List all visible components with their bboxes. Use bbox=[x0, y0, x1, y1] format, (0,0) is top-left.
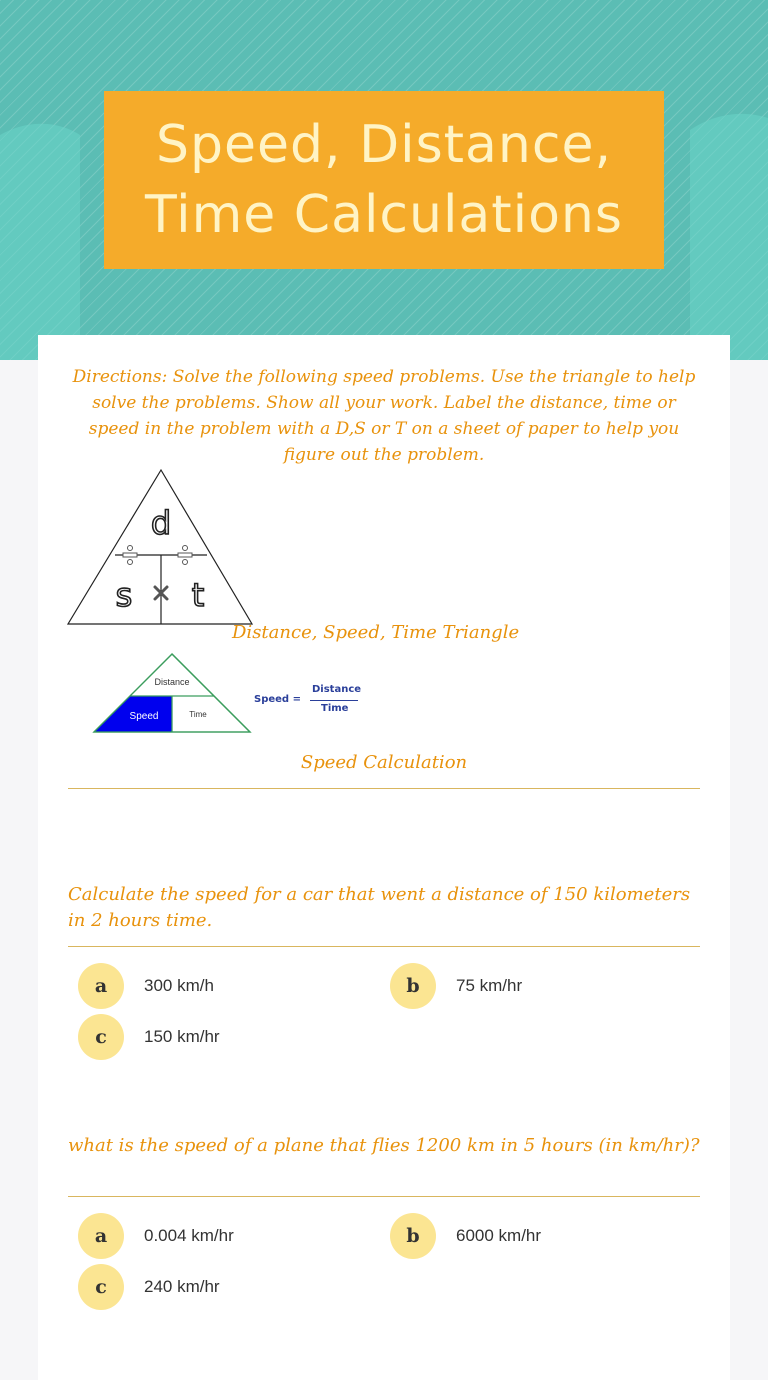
question-2-text: what is the speed of a plane that flies 1200 km in 5 hours (in km/hr)? bbox=[68, 1135, 700, 1156]
triangle-label-speed: Speed bbox=[129, 711, 159, 722]
option-text: 0.004 km/hr bbox=[144, 1226, 234, 1245]
option-text: 150 km/hr bbox=[144, 1027, 220, 1046]
question-1-option-b[interactable] bbox=[390, 963, 522, 1009]
speed-calculation-caption: Speed Calculation bbox=[300, 752, 468, 773]
formula-numerator: Distance bbox=[312, 684, 362, 695]
speed-triangle-image bbox=[92, 652, 252, 736]
formula-denominator: Time bbox=[321, 703, 349, 714]
question-divider bbox=[68, 1196, 700, 1197]
section-divider bbox=[68, 788, 700, 789]
option-text: 75 km/hr bbox=[456, 976, 523, 995]
option-text: 300 km/h bbox=[144, 976, 214, 995]
option-letter-bubble: a bbox=[78, 1213, 124, 1259]
question-2-option-b[interactable] bbox=[390, 1213, 541, 1259]
triangle-letter-d: d bbox=[150, 504, 172, 542]
question-1-text: Calculate the speed for a car that went a distance of 150 kilometers in 2 hours time. bbox=[68, 884, 691, 931]
dst-triangle-image bbox=[66, 468, 256, 628]
formula-label: Speed = bbox=[254, 694, 301, 705]
directions-text: Directions: Solve the following speed problems. Use the triangle to help solve the problems. Show all your work. Label the distance, time or speed in the problem with a D,S or T on a sheet of paper to help you figure out the problem. bbox=[72, 367, 696, 465]
option-letter-bubble: c bbox=[78, 1014, 124, 1060]
triangle-caption: Distance, Speed, Time Triangle bbox=[232, 622, 520, 643]
option-letter-bubble: b bbox=[390, 963, 436, 1009]
option-letter-bubble: c bbox=[78, 1264, 124, 1310]
question-divider bbox=[68, 946, 700, 947]
fraction-bar bbox=[310, 700, 358, 701]
question-1-option-a[interactable] bbox=[78, 963, 214, 1009]
title-box bbox=[104, 91, 664, 269]
triangle-letter-s: s bbox=[115, 576, 133, 614]
triangle-label-time: Time bbox=[189, 710, 207, 719]
triangle-letter-t: t bbox=[191, 576, 205, 614]
page-title: Speed, Distance, Time Calculations bbox=[145, 115, 623, 245]
speed-formula bbox=[250, 682, 370, 720]
option-letter-bubble: a bbox=[78, 963, 124, 1009]
triangle-label-distance: Distance bbox=[154, 677, 190, 687]
option-text: 240 km/hr bbox=[144, 1277, 220, 1296]
option-letter-bubble: b bbox=[390, 1213, 436, 1259]
question-2-option-a[interactable] bbox=[78, 1213, 234, 1259]
option-text: 6000 km/hr bbox=[456, 1226, 542, 1245]
question-1-option-c[interactable] bbox=[78, 1014, 220, 1060]
question-2-option-c[interactable] bbox=[78, 1264, 220, 1310]
